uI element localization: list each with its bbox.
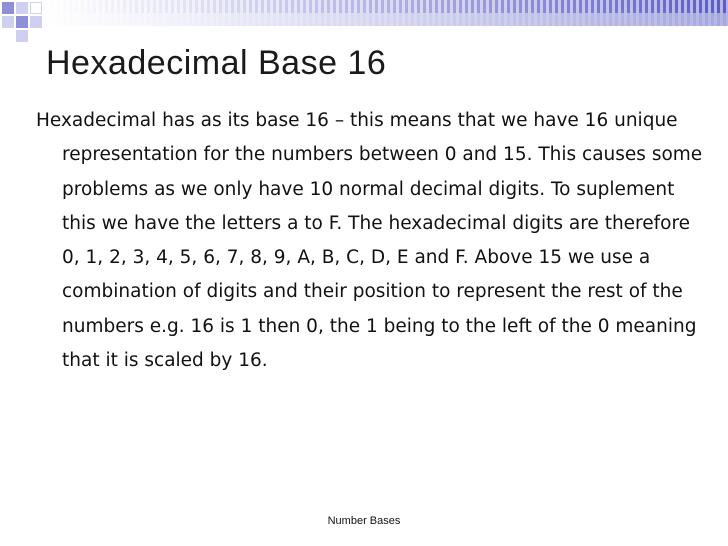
decorative-square bbox=[2, 16, 14, 28]
decorative-square bbox=[2, 2, 14, 14]
decorative-square bbox=[16, 2, 28, 14]
decorative-square bbox=[30, 2, 42, 14]
slide-body-text: Hexadecimal has as its base 16 – this means that we have 16 unique representation for the numbers between 0 and 15. This causes some problems as we only have 10 normal decimal digits. To suplement this we have the letters a to F. The hexadecimal digits are therefore 0, 1, 2, 3, 4, 5, 6, 7, 8, 9, A, B, C, D, E and F. Above 15 we use a combination of digits and their position to represent the rest of the numbers e.g. 16 is 1 then 0, the 1 being to the left of the 0 meaning that it is scaled by 16. bbox=[36, 110, 703, 372]
header-banner-pattern bbox=[42, 13, 728, 26]
decorative-square bbox=[16, 16, 28, 28]
decorative-square bbox=[30, 16, 42, 28]
slide-footer: Number Bases bbox=[327, 515, 401, 527]
decorative-square bbox=[16, 30, 28, 42]
slide-title: Hexadecimal Base 16 bbox=[46, 44, 387, 82]
